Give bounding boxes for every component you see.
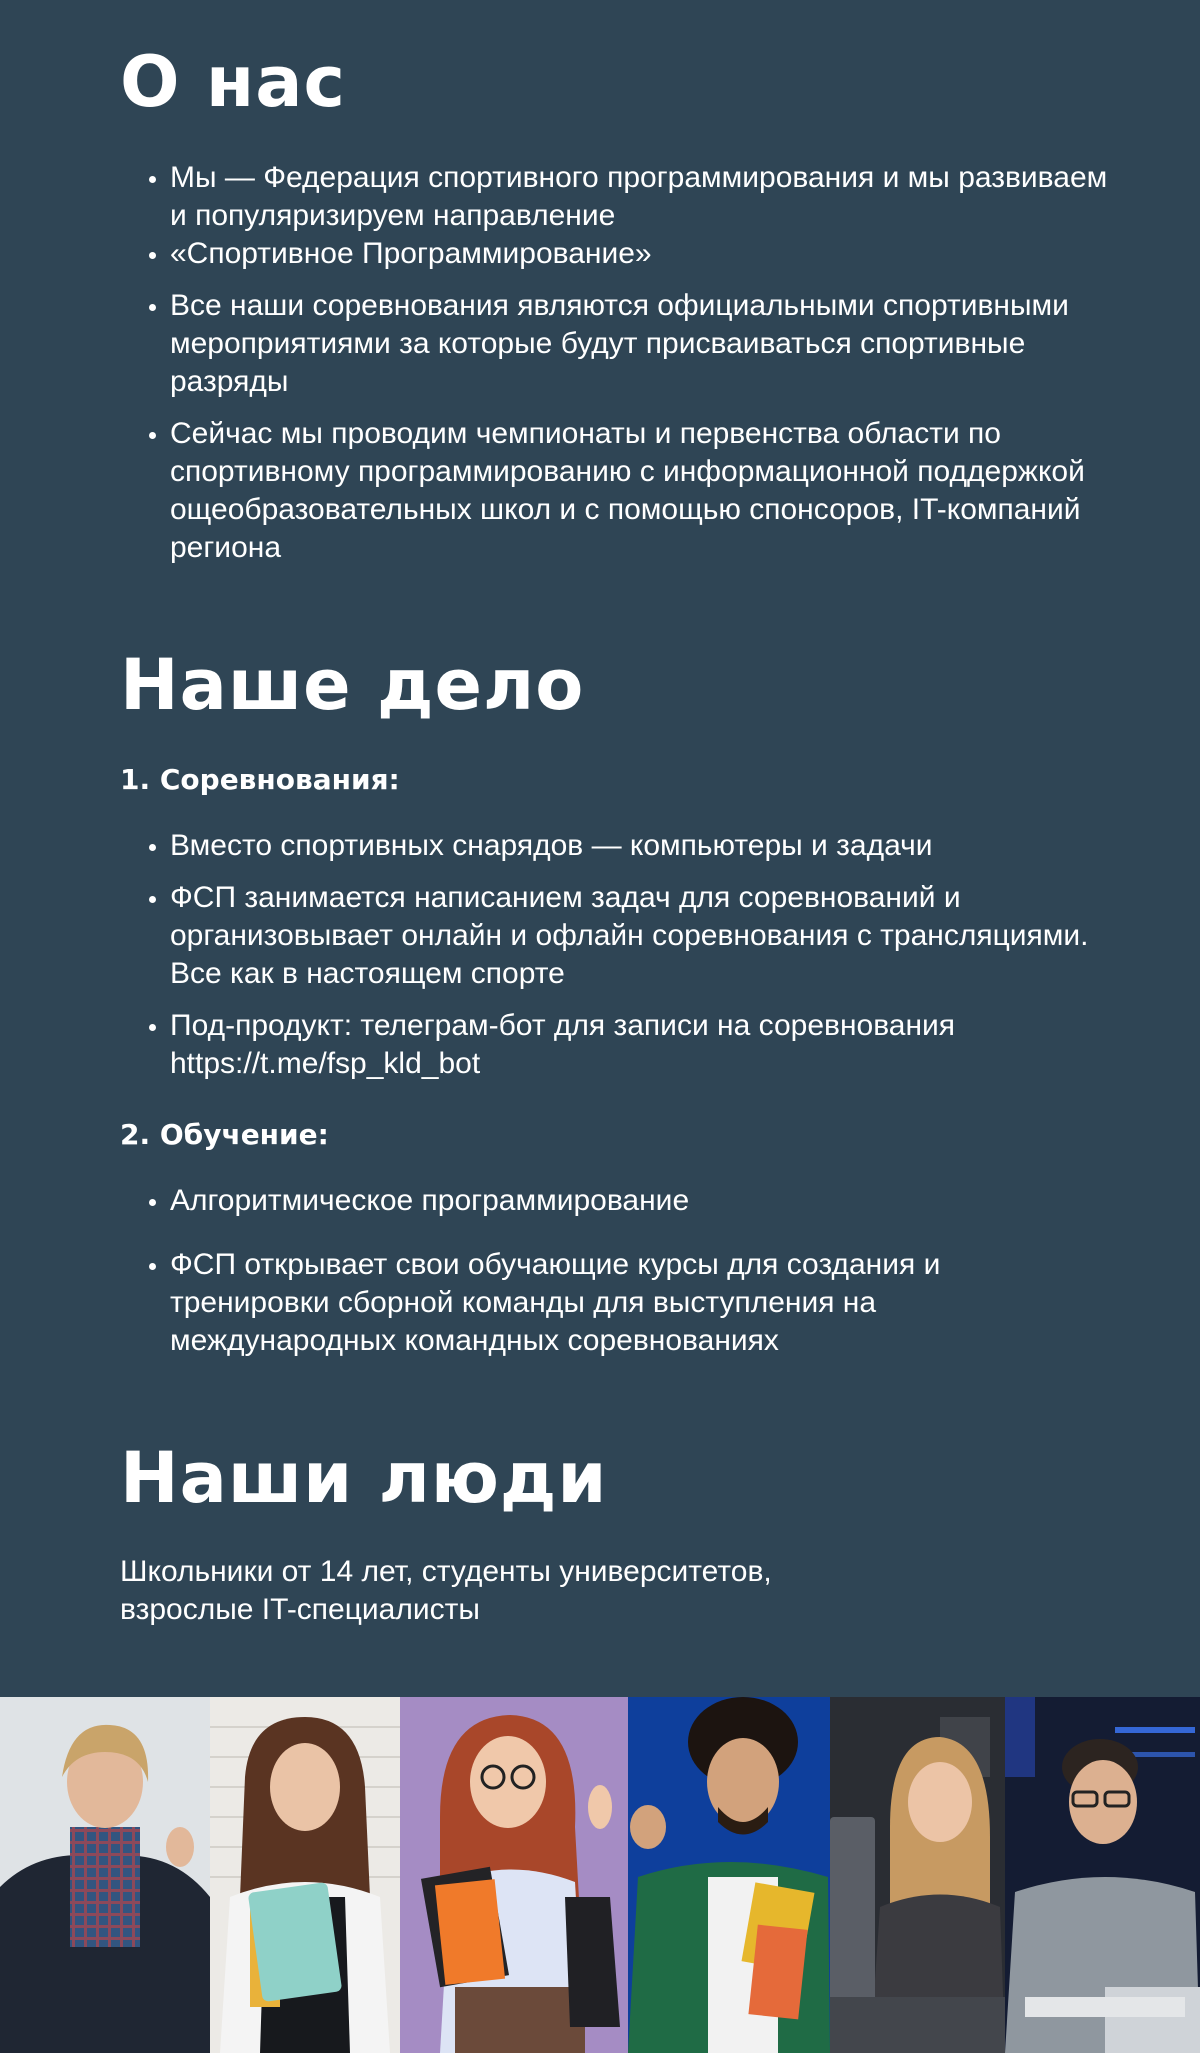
competitions-list: [120, 827, 1130, 1083]
competitions-item-2: • ФСП занимается написанием задач для соревнований и организовывает онлайн и офлайн соревнования с трансляциями. Все как в настоящем спорте: [170, 879, 1130, 993]
learning-list: [120, 1182, 1130, 1360]
about-title: О нас: [120, 41, 346, 123]
person-photo-2: [210, 1697, 400, 2053]
about-item-2: • «Спортивное Программирование»: [170, 235, 1130, 273]
about-item-4: • Сейчас мы проводим чемпионаты и первенства области по спортивному программированию с информационной поддержкой ощеобразовательных школ и с помощью спонсоров, IT-компаний региона: [170, 415, 1130, 567]
person-photo-3: [400, 1697, 628, 2053]
about-list: [120, 159, 1130, 567]
learning-item-2: • ФСП открывает свои обучающие курсы для создания и тренировки сборной команды для выступления на международных командных соревнованиях: [170, 1246, 1010, 1360]
competitions-item-3: • Под-продукт: телеграм-бот для записи на соревнования https://t.me/fsp_kld_bot: [170, 1007, 1070, 1083]
learning-heading: 2. Обучение:: [120, 1118, 329, 1151]
person-photo-5: [830, 1697, 1005, 2053]
about-item-1: • Мы — Федерация спортивного программирования и мы развиваем и популяризируем направление: [170, 159, 1130, 235]
person-photo-4: [628, 1697, 830, 2053]
people-title: Наши люди: [120, 1437, 608, 1519]
learning-item-1: • Алгоритмическое программирование: [170, 1182, 1130, 1220]
people-photo-strip: [0, 1697, 1200, 2053]
person-photo-1: [0, 1697, 210, 2053]
about-item-3: • Все наши соревнования являются официальными спортивными мероприятиями за которые будут присваиваться спортивные разряды: [170, 287, 1130, 401]
work-title: Наше дело: [120, 644, 585, 726]
person-photo-6: [1005, 1697, 1200, 2053]
people-text: Школьники от 14 лет, студенты университетов, взрослые IT-специалисты: [120, 1555, 772, 1626]
competitions-item-1: • Вместо спортивных снарядов — компьютеры и задачи: [170, 827, 1130, 865]
competitions-heading: 1. Соревнования:: [120, 763, 400, 796]
